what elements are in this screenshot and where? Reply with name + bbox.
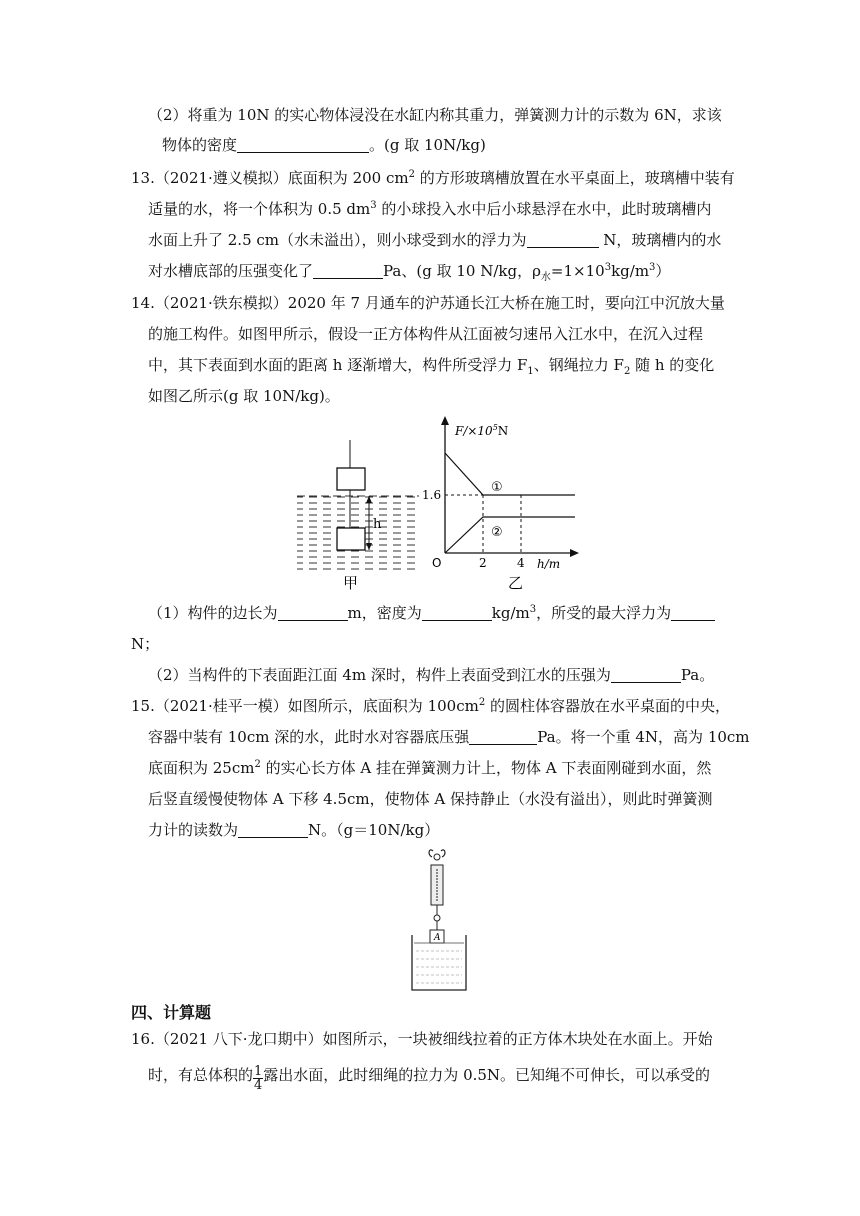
origin-label: O (432, 556, 442, 570)
figure-jia (295, 410, 425, 592)
q13-line-2: 适量的水，将一个体积为 0.5 $dm^3$ 的小球投入水中后小球悬浮在水中，此时玻璃槽内 (148, 200, 712, 218)
answer-blank[interactable] (313, 262, 383, 279)
y-axis-label: $F/\times 10^5N$ (455, 423, 509, 438)
hand-icon (429, 850, 445, 857)
q13-line-1: 13.（2021·遵义模拟）底面积为 200 $cm^2$ 的方形玻璃槽放置在水平桌面上，玻璃槽中装有 (131, 169, 735, 187)
q15-line-4: 后竖直缓慢使物体 A 下移 4.5cm，使物体 A 保持静止（水没有溢出），则此时弹簧测 (148, 790, 713, 808)
curve-2 (445, 517, 575, 553)
q14-line-1: 14.（2021·铁东模拟）2020 年 7 月通车的沪苏通长江大桥在施工时，要向江中沉放大量 (131, 294, 725, 312)
answer-blank[interactable] (238, 821, 308, 838)
cube-top (337, 468, 365, 490)
q15-line-3: 底面积为 $25cm^2$ 的实心长方体 A 挂在弹簧测力计上，物体 A 下表面刚碰到水面，然 (148, 759, 712, 777)
q14-sub2: （2）当构件的下表面距江面 4m 深时，构件上表面受到江水的压强为 Pa。 (148, 666, 715, 684)
fraction-one-quarter: $\frac{1}{4}$ (254, 1064, 263, 1093)
label-yi: 乙 (508, 574, 524, 592)
curve-1 (445, 453, 575, 495)
q16-line-1: 16.（2021 八下·龙口期中）如图所示，一块被细线拉着的正方体木块处在水面上。开始 (131, 1030, 713, 1048)
tick-x-2: 2 (479, 556, 487, 570)
answer-blank[interactable] (278, 604, 348, 621)
q12-line-1: （2）将重为 10N 的实心物体浸没在水缸内称其重力，弹簧测力计的示数为 6N，求该 (148, 106, 722, 124)
answer-blank[interactable] (671, 604, 715, 621)
curve-1-label: ① (491, 480, 503, 495)
q14-line-2: 的施工构件。如图甲所示，假设一正方体构件从江面被匀速吊入江水中，在沉入过程 (148, 325, 704, 343)
object-a-label: A (434, 933, 441, 943)
curve-2-label: ② (491, 525, 503, 540)
figure-yi (422, 415, 585, 592)
answer-blank[interactable] (237, 136, 369, 153)
q14-line-4: 如图乙所示(g 取 10N/kg)。 (148, 387, 340, 405)
tick-y-1-6: 1.6 (422, 488, 442, 502)
cube-bottom (337, 528, 365, 550)
answer-blank[interactable] (611, 666, 681, 683)
figure-spring-scale (405, 845, 475, 995)
tick-x-4: 4 (517, 556, 525, 570)
section-heading: 四、计算题 (131, 1003, 212, 1022)
q13-line-4: 对水槽底部的压强变化了 Pa、(g 取 10 N/kg，$\rho_水=1\times 10^3kg/m^3$） (148, 262, 671, 283)
answer-blank[interactable] (469, 728, 537, 745)
q15-line-5: 力计的读数为 N。（g＝10N/kg） (148, 821, 440, 839)
label-h: h (373, 517, 382, 532)
answer-blank[interactable] (422, 604, 492, 621)
q12-line-2: 物体的密度 。(g 取 10N/kg) (162, 136, 486, 154)
q14-sub1: （1）构件的边长为 m，密度为 $kg/m^3$，所受的最大浮力为 (148, 602, 715, 624)
label-jia: 甲 (343, 574, 359, 592)
q13-line-3: 水面上升了 2.5 cm（水未溢出），则小球受到水的浮力为 N，玻璃槽内的水 (148, 231, 722, 249)
answer-blank[interactable] (527, 231, 599, 248)
q15-line-1: 15.（2021·桂平一模）如图所示，底面积为 $100cm^2$ 的圆柱体容器放在水平桌面的中央， (131, 697, 730, 715)
x-axis-label: h/m (537, 557, 561, 571)
q16-line-2: 时，有总体积的 $\frac{1}{4}$ 露出水面，此时细绳的拉力为 0.5N。已知绳不可伸长，可以承受的 (148, 1064, 711, 1093)
q14-sub1-cont: N； (131, 635, 160, 653)
q15-line-2: 容器中装有 10cm 深的水，此时水对容器底压强 Pa。将一个重 4N，高为 10cm (148, 728, 750, 746)
q14-line-3: 中，其下表面到水面的距离 h 逐渐增大，构件所受浮力 $F_1$、钢绳拉力 $F_2$ 随 h 的变化 (148, 356, 715, 377)
